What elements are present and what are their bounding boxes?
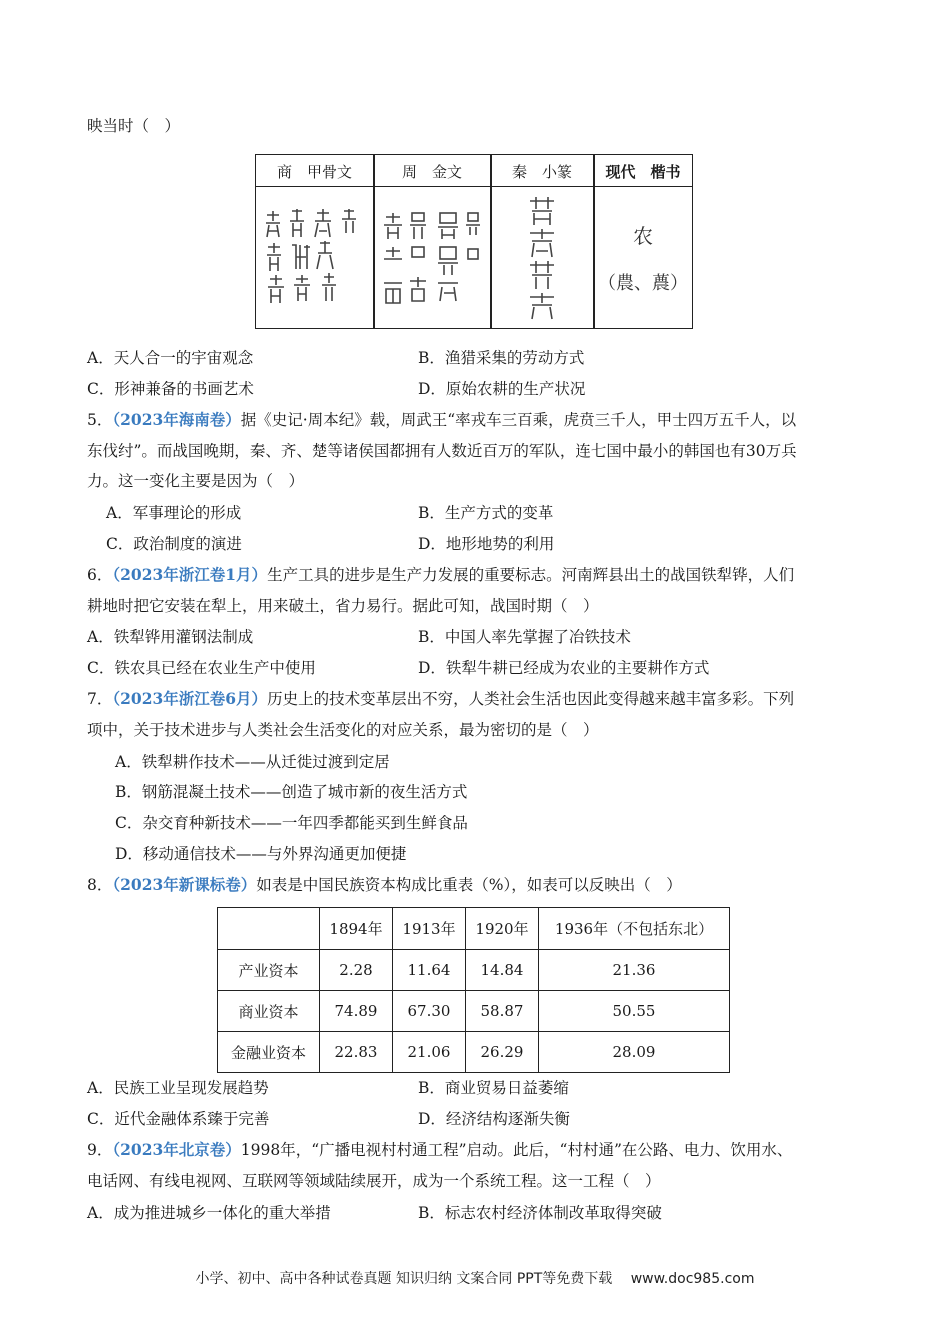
option-a: A．铁犁铧用灌钢法制成 — [87, 628, 254, 646]
option-a: A．成为推进城乡一体化的重大举措 — [87, 1204, 331, 1222]
table-cell: 50.55 — [539, 991, 730, 1032]
question-source: （2023年海南卷） — [112, 410, 241, 429]
modern-character-variants: （農、蕽） — [598, 273, 688, 294]
table-header-cell: 1920年 — [466, 908, 539, 950]
question-source: （2023年新课标卷） — [112, 875, 257, 894]
table-cell: 74.89 — [320, 991, 393, 1032]
question-5-line-2: 东伐纣”。而战国晚期，秦、齐、楚等诸侯国都拥有人数近百万的军队，连七国中最小的韩国也有30万兵 — [87, 442, 797, 460]
question-6-line-1 — [87, 565, 794, 585]
header-bronze: 周 金文 — [401, 163, 462, 181]
question-number: 6． — [87, 566, 113, 584]
option-d: D．铁犁牛耕已经成为农业的主要耕作方式 — [418, 659, 710, 677]
question-text: 历史上的技术变革层出不穷，人类社会生活也因此变得越来越丰富多彩。下列 — [267, 690, 795, 708]
option-b: B．钢筋混凝土技术——创造了城市新的夜生活方式 — [115, 783, 468, 801]
question-9-line-1 — [87, 1140, 792, 1160]
option-c: C．铁农具已经在农业生产中使用 — [87, 659, 316, 677]
table-header-cell — [218, 908, 320, 950]
question-source: （2023年浙江卷1月） — [112, 565, 268, 584]
modern-character: 农 — [633, 224, 653, 248]
header-regular-script: 现代 楷书 — [605, 163, 681, 181]
table-cell: 11.64 — [393, 950, 466, 991]
question-number: 7． — [87, 690, 113, 708]
table-cell: 67.30 — [393, 991, 466, 1032]
oracle-bone-glyphs-image — [262, 207, 367, 307]
question-5-line-1 — [87, 410, 796, 430]
option-a: A．民族工业呈现发展趋势 — [87, 1079, 269, 1097]
capital-composition-table — [217, 907, 730, 1073]
table-cell: 28.09 — [539, 1032, 730, 1073]
option-a: A．天人合一的宇宙观念 — [87, 349, 254, 367]
option-b: B．标志农村经济体制改革取得突破 — [418, 1204, 662, 1222]
table-row — [218, 950, 730, 991]
question-source: （2023年北京卷） — [112, 1140, 241, 1159]
table-cell: 26.29 — [466, 1032, 539, 1073]
option-d: D．移动通信技术——与外界沟通更加便捷 — [115, 845, 407, 863]
option-c: C．形神兼备的书画艺术 — [87, 380, 254, 398]
table-cell: 金融业资本 — [218, 1032, 320, 1073]
option-b: B．商业贸易日益萎缩 — [418, 1079, 569, 1097]
question-text: 1998年，“广播电视村村通工程”启动。此后，“村村通”在公路、电力、饮用水、 — [240, 1141, 793, 1159]
question-6-line-2: 耕地时把它安装在犁上，用来破土，省力易行。据此可知，战国时期（ ） — [87, 597, 599, 615]
table-cell: 产业资本 — [218, 950, 320, 991]
option-row — [87, 348, 253, 368]
bronze-inscription-glyphs-image — [380, 209, 485, 309]
table-cell: 商业资本 — [218, 991, 320, 1032]
script-evolution-table — [255, 154, 693, 329]
question-7-line-2: 项中，关于技术进步与人类社会生活变化的对应关系，最为密切的是（ ） — [87, 721, 599, 739]
option-a: A．军事理论的形成 — [106, 504, 242, 522]
question-5-line-3: 力。这一变化主要是因为（ ） — [87, 472, 305, 490]
option-c: C．政治制度的演进 — [106, 535, 242, 553]
option-b: B．生产方式的变革 — [418, 504, 554, 522]
question-8-line-1 — [87, 875, 682, 895]
table-cell: 58.87 — [466, 991, 539, 1032]
option-d: D．经济结构逐渐失衡 — [418, 1110, 570, 1128]
question-text: 据《史记·周本纪》载，周武王“率戎车三百乘，虎贲三千人，甲士四万五千人，以 — [240, 411, 797, 429]
table-header-cell: 1936年（不包括东北） — [539, 908, 730, 950]
table-cell: 2.28 — [320, 950, 393, 991]
question-source: （2023年浙江卷6月） — [112, 689, 268, 708]
table-cell: 14.84 — [466, 950, 539, 991]
table-header-row — [218, 908, 730, 950]
question-continuation: 映当时（ ） — [87, 117, 181, 135]
question-number: 9． — [87, 1141, 113, 1159]
page-footer: 小学、初中、高中各种试卷真题 知识归纳 文案合同 PPT等免费下载 www.doc985.com — [195, 1271, 755, 1287]
option-b: B．渔猎采集的劳动方式 — [418, 349, 585, 367]
question-7-line-1 — [87, 689, 794, 709]
table-header-cell: 1913年 — [393, 908, 466, 950]
small-seal-glyphs-image — [526, 195, 560, 323]
option-c: C．近代金融体系臻于完善 — [87, 1110, 270, 1128]
question-text: 如表是中国民族资本构成比重表（%），如表可以反映出（ ） — [256, 876, 682, 894]
option-a: A．铁犁耕作技术——从迁徙过渡到定居 — [115, 753, 390, 771]
table-cell: 22.83 — [320, 1032, 393, 1073]
table-row — [218, 1032, 730, 1073]
option-c: C．杂交育种新技术——一年四季都能买到生鲜食品 — [115, 814, 468, 832]
option-b: B．中国人率先掌握了冶铁技术 — [418, 628, 631, 646]
table-header-cell: 1894年 — [320, 908, 393, 950]
question-number: 8． — [87, 876, 113, 894]
option-d: D．原始农耕的生产状况 — [418, 380, 586, 398]
table-cell: 21.36 — [539, 950, 730, 991]
question-9-line-2: 电话网、有线电视网、互联网等领域陆续展开，成为一个系统工程。这一工程（ ） — [87, 1172, 661, 1190]
option-d: D．地形地势的利用 — [418, 535, 555, 553]
header-oracle-bone: 商 甲骨文 — [276, 163, 352, 181]
table-row — [218, 991, 730, 1032]
header-small-seal: 秦 小篆 — [511, 163, 572, 181]
table-cell: 21.06 — [393, 1032, 466, 1073]
question-text: 生产工具的进步是生产力发展的重要标志。河南辉县出土的战国铁犁铧，人们 — [267, 566, 795, 584]
question-number: 5． — [87, 411, 113, 429]
